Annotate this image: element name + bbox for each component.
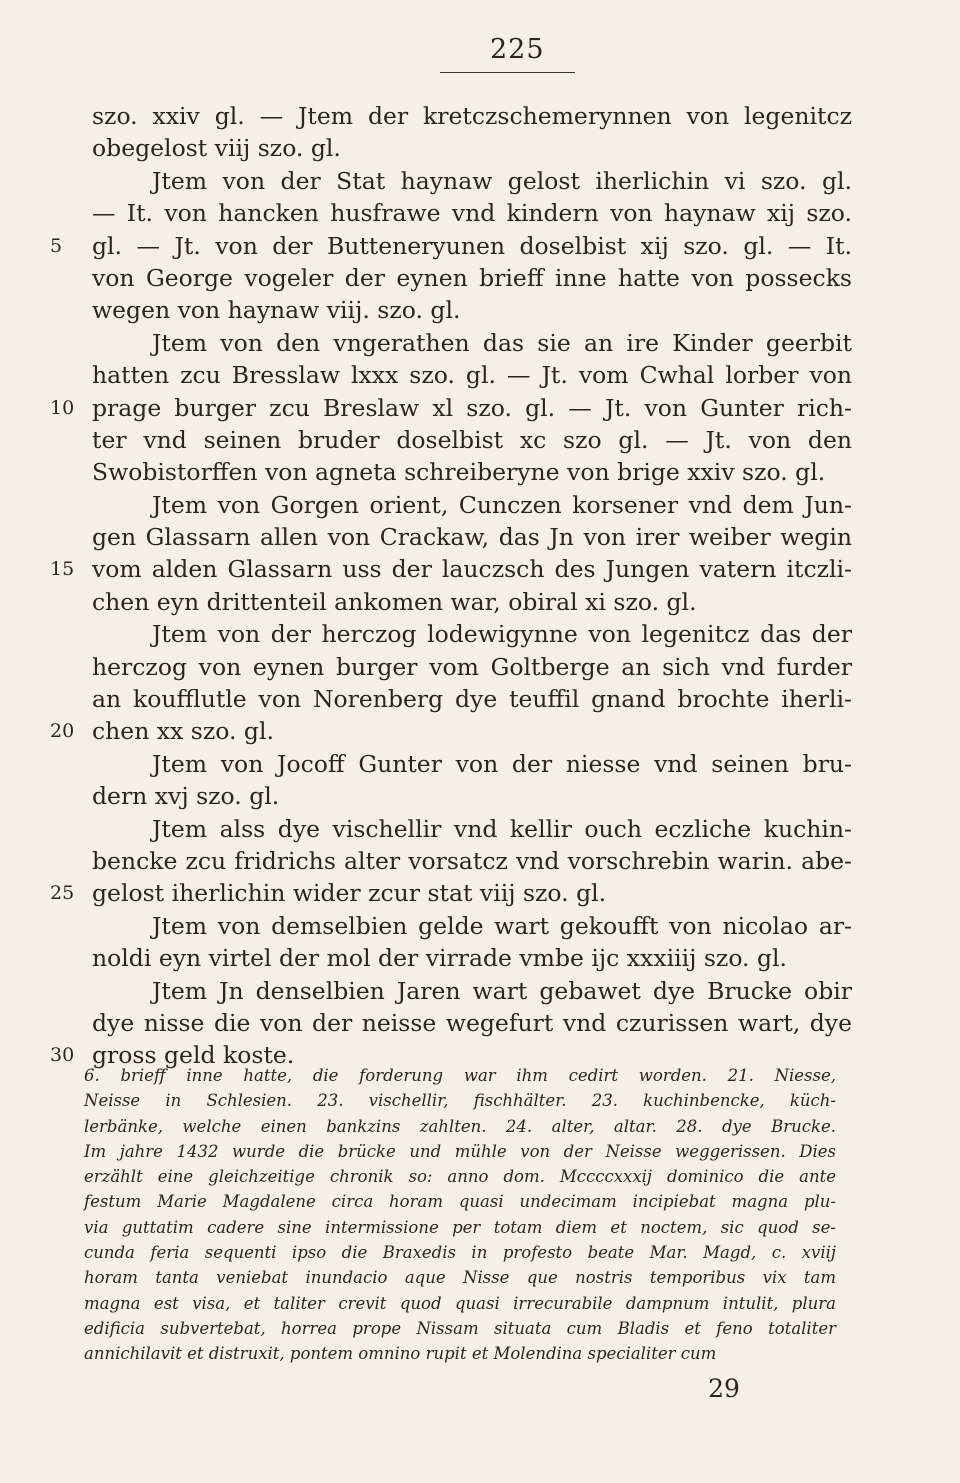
line-number: 20 [50,720,75,743]
line-text: Swobistorffen von agneta schreiberyne von brige xxiv szo. gl. [92,458,826,487]
line-text: Jtem von demselbien gelde wart gekoufft von nicolao ar- [152,911,852,940]
line-text: dern xvj szo. gl. [92,782,280,811]
line-text: an koufflutle von Norenberg dye teuffil gnand brochte iherli- [92,685,852,714]
line-text: prage burger zcu Breslaw xl szo. gl. — Jt. von Gunter rich- [92,393,852,422]
line-text: gross geld koste. [92,1041,295,1070]
line-text: ter vnd seinen bruder doselbist xc szo gl. — Jt. von den [92,425,852,454]
text-line [62,521,852,553]
line-text: gen Glassarn allen von Crackaw, das Jn von irer weiber wegin [92,523,852,552]
line-number: 10 [50,396,75,419]
line-text: obegelost viij szo. gl. [92,134,341,163]
line-number: 25 [50,882,75,905]
footnote-line: magna est visa, et taliter crevit quod quasi irrecurabile dampnum intulit, plura [84,1293,836,1313]
footnotes [84,1063,836,1367]
text-line [62,651,852,683]
line-text: — It. von hancken husfrawe vnd kindern von haynaw xij szo. [92,199,852,228]
text-line [62,845,852,877]
line-text: bencke zcu fridrichs alter vorsatcz vnd vorschrebin warin. abe- [92,846,852,875]
text-line [62,456,852,488]
footnote-line: lerbänke, welche einen bankzins zahlten. 24. alter, altar. 28. dye Brucke. [84,1116,836,1136]
text-line [62,975,852,1007]
text-line [62,165,852,197]
text-line [62,262,852,294]
footnote-line: horam tanta veniebat inundacio aque Nisse que nostris temporibus vix tam [84,1268,836,1288]
line-text: Jtem alss dye vischellir vnd kellir ouch eczliche kuchin- [152,814,852,843]
line-text: wegen von haynaw viij. szo. gl. [92,296,461,325]
line-number: 30 [50,1044,75,1067]
text-line [62,618,852,650]
text-line [50,230,852,262]
line-text: vom alden Glassarn uss der lauczsch des Jungen vatern itczli- [92,555,852,584]
text-line [62,359,852,391]
footnote-line: cunda feria sequenti ipso die Braxedis in profesto beate Mar. Magd, c. xviij [84,1243,836,1263]
line-text: gelost iherlichin wider zcur stat viij szo. gl. [92,879,607,908]
text-line [62,780,852,812]
line-text: noldi eyn virtel der mol der virrade vmbe ijc xxxiiij szo. gl. [92,944,788,973]
footnote-line: Im jahre 1432 wurde die brücke und mühle von der Neisse weggerissen. Dies [84,1141,836,1161]
text-line [62,489,852,521]
line-text: herczog von eynen burger vom Goltberge an sich vnd furder [92,652,852,681]
footnote-line: edificia subvertebat, horrea prope Nissam situata cum Bladis et feno totaliter [84,1318,836,1338]
line-number: 5 [50,234,63,257]
footnote-line: erzählt eine gleichzeitige chronik so: anno dom. Mccccxxxij dominico die ante [84,1167,836,1187]
line-text: chen eyn drittenteil ankomen war, obiral xi szo. gl. [92,587,697,616]
footnote-line: 6. brieff inne hatte, die forderung war ihm cedirt worden. 21. Niesse, [84,1066,836,1085]
line-text: von George vogeler der eynen brieff inne hatte von possecks [92,263,852,292]
footnote-line: Neisse in Schlesien. 23. vischellir, fischhälter. 23. kuchinbencke, küch- [84,1091,836,1111]
footnote-line: annichilavit et distruxit, pontem omnino rupit et Molendina specialiter cum [84,1344,717,1364]
text-line [50,877,852,909]
text-line [62,424,852,456]
line-text: Jtem von Gorgen orient, Cunczen korsener vnd dem Jun- [152,490,852,519]
text-line [62,748,852,780]
line-text: gl. — Jt. von der Butteneryunen doselbist xij szo. gl. — It. [92,231,852,260]
text-line [62,100,852,132]
line-text: hatten zcu Bresslaw lxxx szo. gl. — Jt. vom Cwhal lorber von [92,361,852,390]
main-text [50,100,852,1072]
header-rule [440,72,575,73]
line-text: chen xx szo. gl. [92,717,274,746]
text-line [62,813,852,845]
text-line [62,1007,852,1039]
line-text: Jtem von Jocoff Gunter von der niesse vnd seinen bru- [152,749,852,778]
signature-mark: 29 [708,1374,740,1403]
text-line [62,197,852,229]
line-text: Jtem von den vngerathen das sie an ire Kinder geerbit [152,328,852,357]
text-line [50,392,852,424]
line-number: 15 [50,558,75,581]
text-line [62,683,852,715]
line-text: Jtem Jn denselbien Jaren wart gebawet dye Brucke obir [152,976,852,1005]
text-line [62,910,852,942]
text-line [62,586,852,618]
text-line [62,294,852,326]
footnote-line: via guttatim cadere sine intermissione per totam diem et noctem, sic quod se- [84,1217,836,1237]
footnote-line: festum Marie Magdalene circa horam quasi undecimam incipiebat magna plu- [84,1192,836,1212]
line-text: Jtem von der herczog lodewigynne von legenitcz das der [152,620,852,649]
page-number: 225 [490,34,545,65]
line-text: dye nisse die von der neisse wegefurt vnd czurissen wart, dye [92,1008,852,1037]
text-line [50,553,852,585]
text-line [62,132,852,164]
line-text: szo. xxiv gl. — Jtem der kretczschemerynnen von legenitcz [92,102,852,130]
text-line [50,715,852,747]
line-text: Jtem von der Stat haynaw gelost iherlichin vi szo. gl. [152,166,852,195]
text-line [62,942,852,974]
text-line [62,327,852,359]
